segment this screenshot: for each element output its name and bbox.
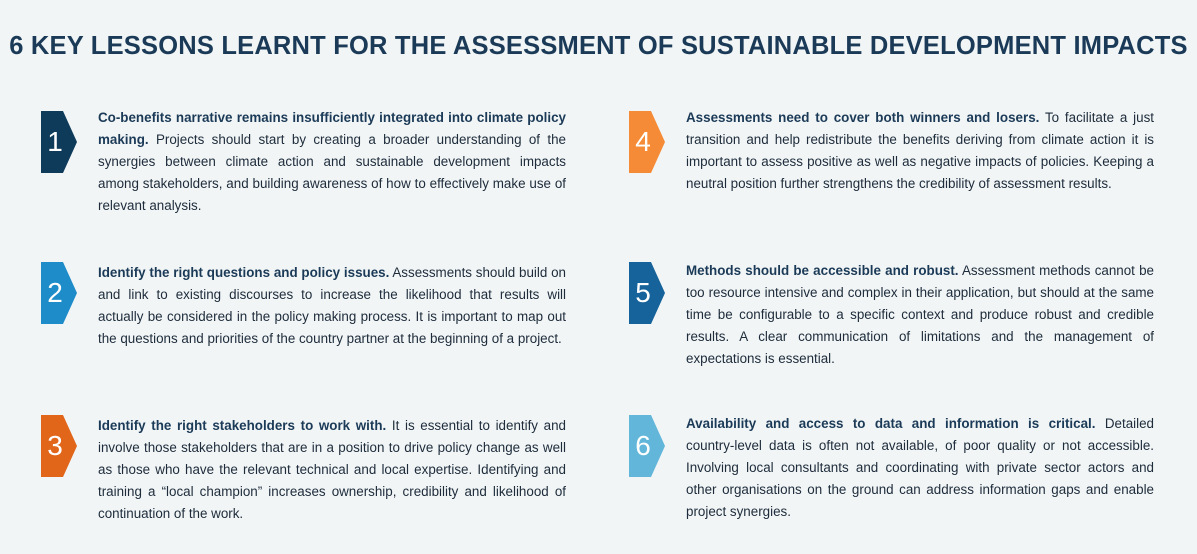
- lesson-2-badge: [41, 262, 77, 324]
- lesson-1-body: Projects should start by creating a broader understanding of the synergies between climate action and sustainable development impacts among stakeholders, and building awareness of how to effectively make use of relevant analysis.: [98, 132, 566, 213]
- lesson-4-body: To facilitate a just transition and help redistribute the benefits deriving from climate action it is important to assess positive as well as negative impacts of policies. Keeping a neutral position further strengthens the credibility of assessment results.: [686, 110, 1154, 191]
- lesson-5-text: [686, 260, 1154, 370]
- page-title: 6 KEY LESSONS LEARNT FOR THE ASSESSMENT OF SUSTAINABLE DEVELOPMENT IMPACTS: [9, 32, 1188, 60]
- lesson-3-text: [98, 415, 566, 525]
- lesson-2-number: 2: [47, 277, 63, 308]
- lesson-5-number: 5: [635, 277, 651, 308]
- lesson-1-text: [98, 107, 566, 217]
- lesson-6-number: 6: [635, 430, 651, 461]
- lesson-4-text: [686, 107, 1154, 195]
- lesson-6-body: Detailed country-level data is often not available, of poor quality or not accessible. Involving local consultants and coordinating with private sector actors and other organisations on the ground can address information gaps and enable project synergies.: [686, 416, 1155, 519]
- lesson-3-body: It is essential to identify and involve those stakeholders that are in a position to drive policy change as well as those who have the relevant technical and local expertise. Identifying and training a “local champion” increases ownership, credibility and likelihood of continuation of the work.: [98, 418, 566, 521]
- lesson-2-lead: Identify the right questions and policy issues.: [98, 265, 390, 280]
- lesson-1-number: 1: [47, 126, 63, 157]
- lesson-6-lead: Availability and access to data and information is critical.: [686, 416, 1096, 431]
- lesson-1-badge: [41, 111, 77, 173]
- lesson-6-text: [686, 413, 1154, 523]
- lesson-4-badge: [629, 111, 665, 173]
- lesson-3-badge: [41, 415, 77, 477]
- lesson-5-body: Assessment methods cannot be too resource intensive and complex in their application, but should at the same time be configurable to a specific context and produce robust and credible results. A clear communication of limitations and the management of expectations is essential.: [686, 263, 1154, 366]
- lesson-4-lead: Assessments need to cover both winners and losers.: [686, 110, 1040, 125]
- lesson-1-lead: Co-benefits narrative remains insufficiently integrated into climate policy making.: [98, 110, 566, 147]
- lesson-4-number: 4: [635, 126, 651, 157]
- lesson-3-lead: Identify the right stakeholders to work with.: [98, 418, 387, 433]
- lesson-5-badge: [629, 262, 665, 324]
- lesson-2-text: [98, 262, 566, 350]
- lesson-5-lead: Methods should be accessible and robust.: [686, 263, 959, 278]
- lesson-3-number: 3: [47, 430, 63, 461]
- lesson-6-badge: [629, 415, 665, 477]
- lesson-2-body: Assessments should build on and link to existing discourses to increase the likelihood that results will actually be considered in the policy making process. It is important to map out the questions and priorities of the country partner at the beginning of a project.: [98, 265, 567, 346]
